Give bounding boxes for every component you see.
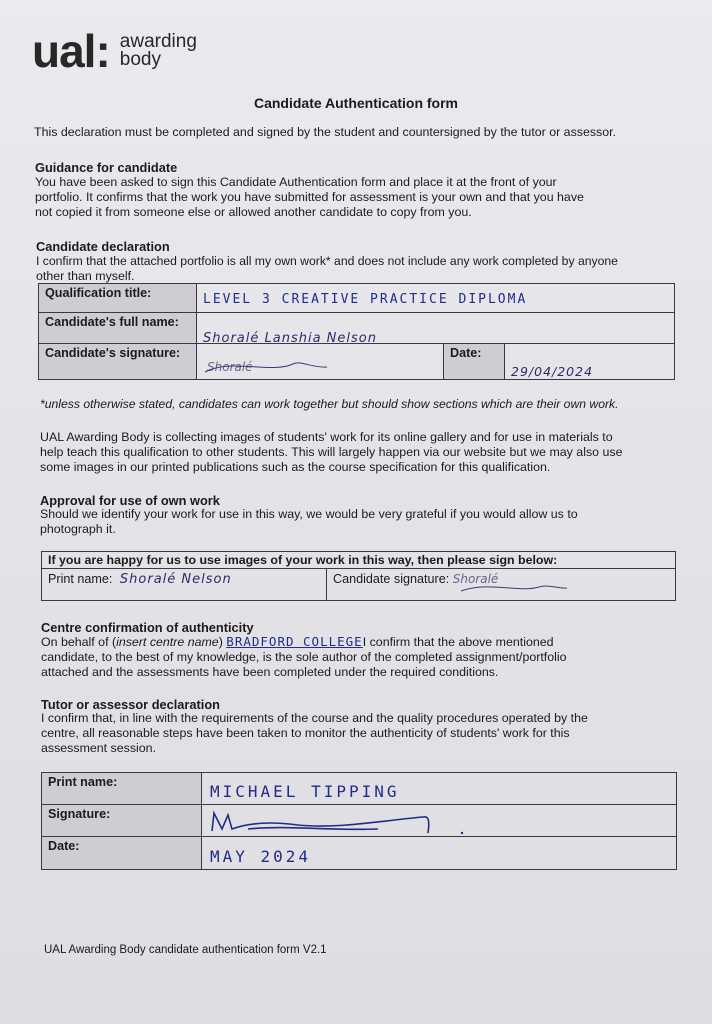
guidance-line2: portfolio. It confirms that the work you have submitted for assessment is your own and that you have	[35, 190, 584, 204]
tutor-table	[41, 772, 677, 870]
centre-suffix: )	[218, 635, 223, 649]
declaration-table	[38, 283, 675, 380]
tutor-print-label: Print name:	[42, 773, 202, 805]
tutor-date-value: MAY 2024	[210, 847, 312, 866]
centre-line3: attached and the assessments have been completed under the required conditions.	[41, 665, 499, 679]
approval-table	[41, 551, 676, 601]
tutor-line2: centre, all reasonable steps have been taken to monitor the authenticity of students' work for this	[41, 726, 570, 740]
ual-logo	[32, 25, 197, 77]
approval-print-field[interactable]	[42, 569, 327, 601]
approval-signature-field[interactable]	[327, 569, 676, 601]
centre-name-value[interactable]: BRADFORD COLLEGE	[226, 634, 363, 649]
qualification-value: LEVEL 3 CREATIVE PRACTICE DIPLOMA	[203, 292, 528, 307]
centre-prefix: On behalf of (	[41, 635, 117, 649]
date-label: Date:	[444, 344, 505, 380]
footnote: *unless otherwise stated, candidates can work together but should show sections which are their own work.	[40, 397, 619, 411]
date-value: 29/04/2024	[511, 364, 594, 379]
tutor-signature-stroke	[208, 807, 478, 837]
centre-heading: Centre confirmation of authenticity	[41, 620, 254, 635]
centre-line1-rest: I confirm that the above mentioned	[362, 635, 554, 649]
tutor-signature-field[interactable]	[202, 805, 677, 837]
qualification-label: Qualification title:	[39, 284, 197, 313]
logo-line1: awarding	[119, 31, 197, 52]
qualification-field[interactable]	[197, 284, 675, 313]
candidate-signature-field[interactable]	[197, 344, 444, 380]
candidate-name-label: Candidate's full name:	[39, 313, 197, 344]
logo-mark: ual:	[32, 25, 110, 77]
date-field[interactable]	[505, 344, 675, 380]
approval-print-label: Print name:	[48, 572, 113, 586]
logo-text	[120, 33, 197, 69]
candidate-signature-stroke	[201, 354, 331, 376]
tutor-heading: Tutor or assessor declaration	[41, 697, 220, 712]
declaration-line2: other than myself.	[36, 269, 135, 283]
approval-signature-label: Candidate signature:	[333, 572, 450, 586]
approval-heading: Approval for use of own work	[40, 493, 220, 508]
declaration-line1: I confirm that the attached portfolio is all my own work* and does not include any work completed by anyone	[36, 254, 618, 268]
intro-text: This declaration must be completed and signed by the student and countersigned by the tutor or assessor.	[34, 125, 617, 139]
approval-signature-stroke	[459, 579, 569, 595]
tutor-signature-label: Signature:	[42, 805, 202, 837]
tutor-date-field[interactable]	[202, 837, 677, 870]
tutor-line1: I confirm that, in line with the requirements of the course and the quality procedures operated by the	[41, 711, 588, 725]
candidate-signature-value: Shoralé	[207, 360, 253, 374]
form-title: Candidate Authentication form	[253, 95, 459, 111]
tutor-date-label: Date:	[42, 837, 202, 870]
footer-text: UAL Awarding Body candidate authentication form V2.1	[44, 944, 327, 956]
gallery-line2: help teach this qualification to other students. This will largely happen via our website but we may also use	[40, 445, 623, 459]
candidate-name-field[interactable]	[197, 313, 675, 344]
guidance-heading: Guidance for candidate	[35, 160, 178, 175]
candidate-signature-label: Candidate's signature:	[39, 344, 197, 380]
tutor-print-value: MICHAEL TIPPING	[210, 782, 400, 801]
approval-print-value: Shoralé Nelson	[119, 572, 232, 587]
centre-insert: insert centre name	[116, 635, 219, 649]
approval-line2: photograph it.	[40, 522, 116, 536]
tutor-line3: assessment session.	[41, 741, 157, 755]
gallery-line1: UAL Awarding Body is collecting images of students' work for its online gallery and for use in materials to	[40, 430, 613, 444]
approval-line1: Should we identify your work for use in this way, we would be very grateful if you would allow us to	[40, 507, 578, 521]
gallery-line3: some images in our printed publications such as the course specification for this qualification.	[40, 460, 551, 474]
candidate-name-value: Shoralé Lanshia Nelson	[203, 331, 377, 346]
logo-line2: body	[119, 49, 161, 70]
guidance-line3: not copied it from someone else or allowed another candidate to copy from you.	[35, 205, 472, 219]
centre-line1	[41, 634, 554, 651]
declaration-heading: Candidate declaration	[36, 239, 170, 254]
centre-line2: candidate, to the best of my knowledge, is the sole author of the completed assignment/portfolio	[41, 650, 567, 664]
tutor-print-field[interactable]	[202, 773, 677, 805]
guidance-line1: You have been asked to sign this Candidate Authentication form and place it at the front of your	[35, 175, 557, 189]
approval-signature-value: Shoralé	[452, 572, 499, 586]
approval-table-header: If you are happy for us to use images of your work in this way, then please sign below:	[42, 552, 676, 569]
